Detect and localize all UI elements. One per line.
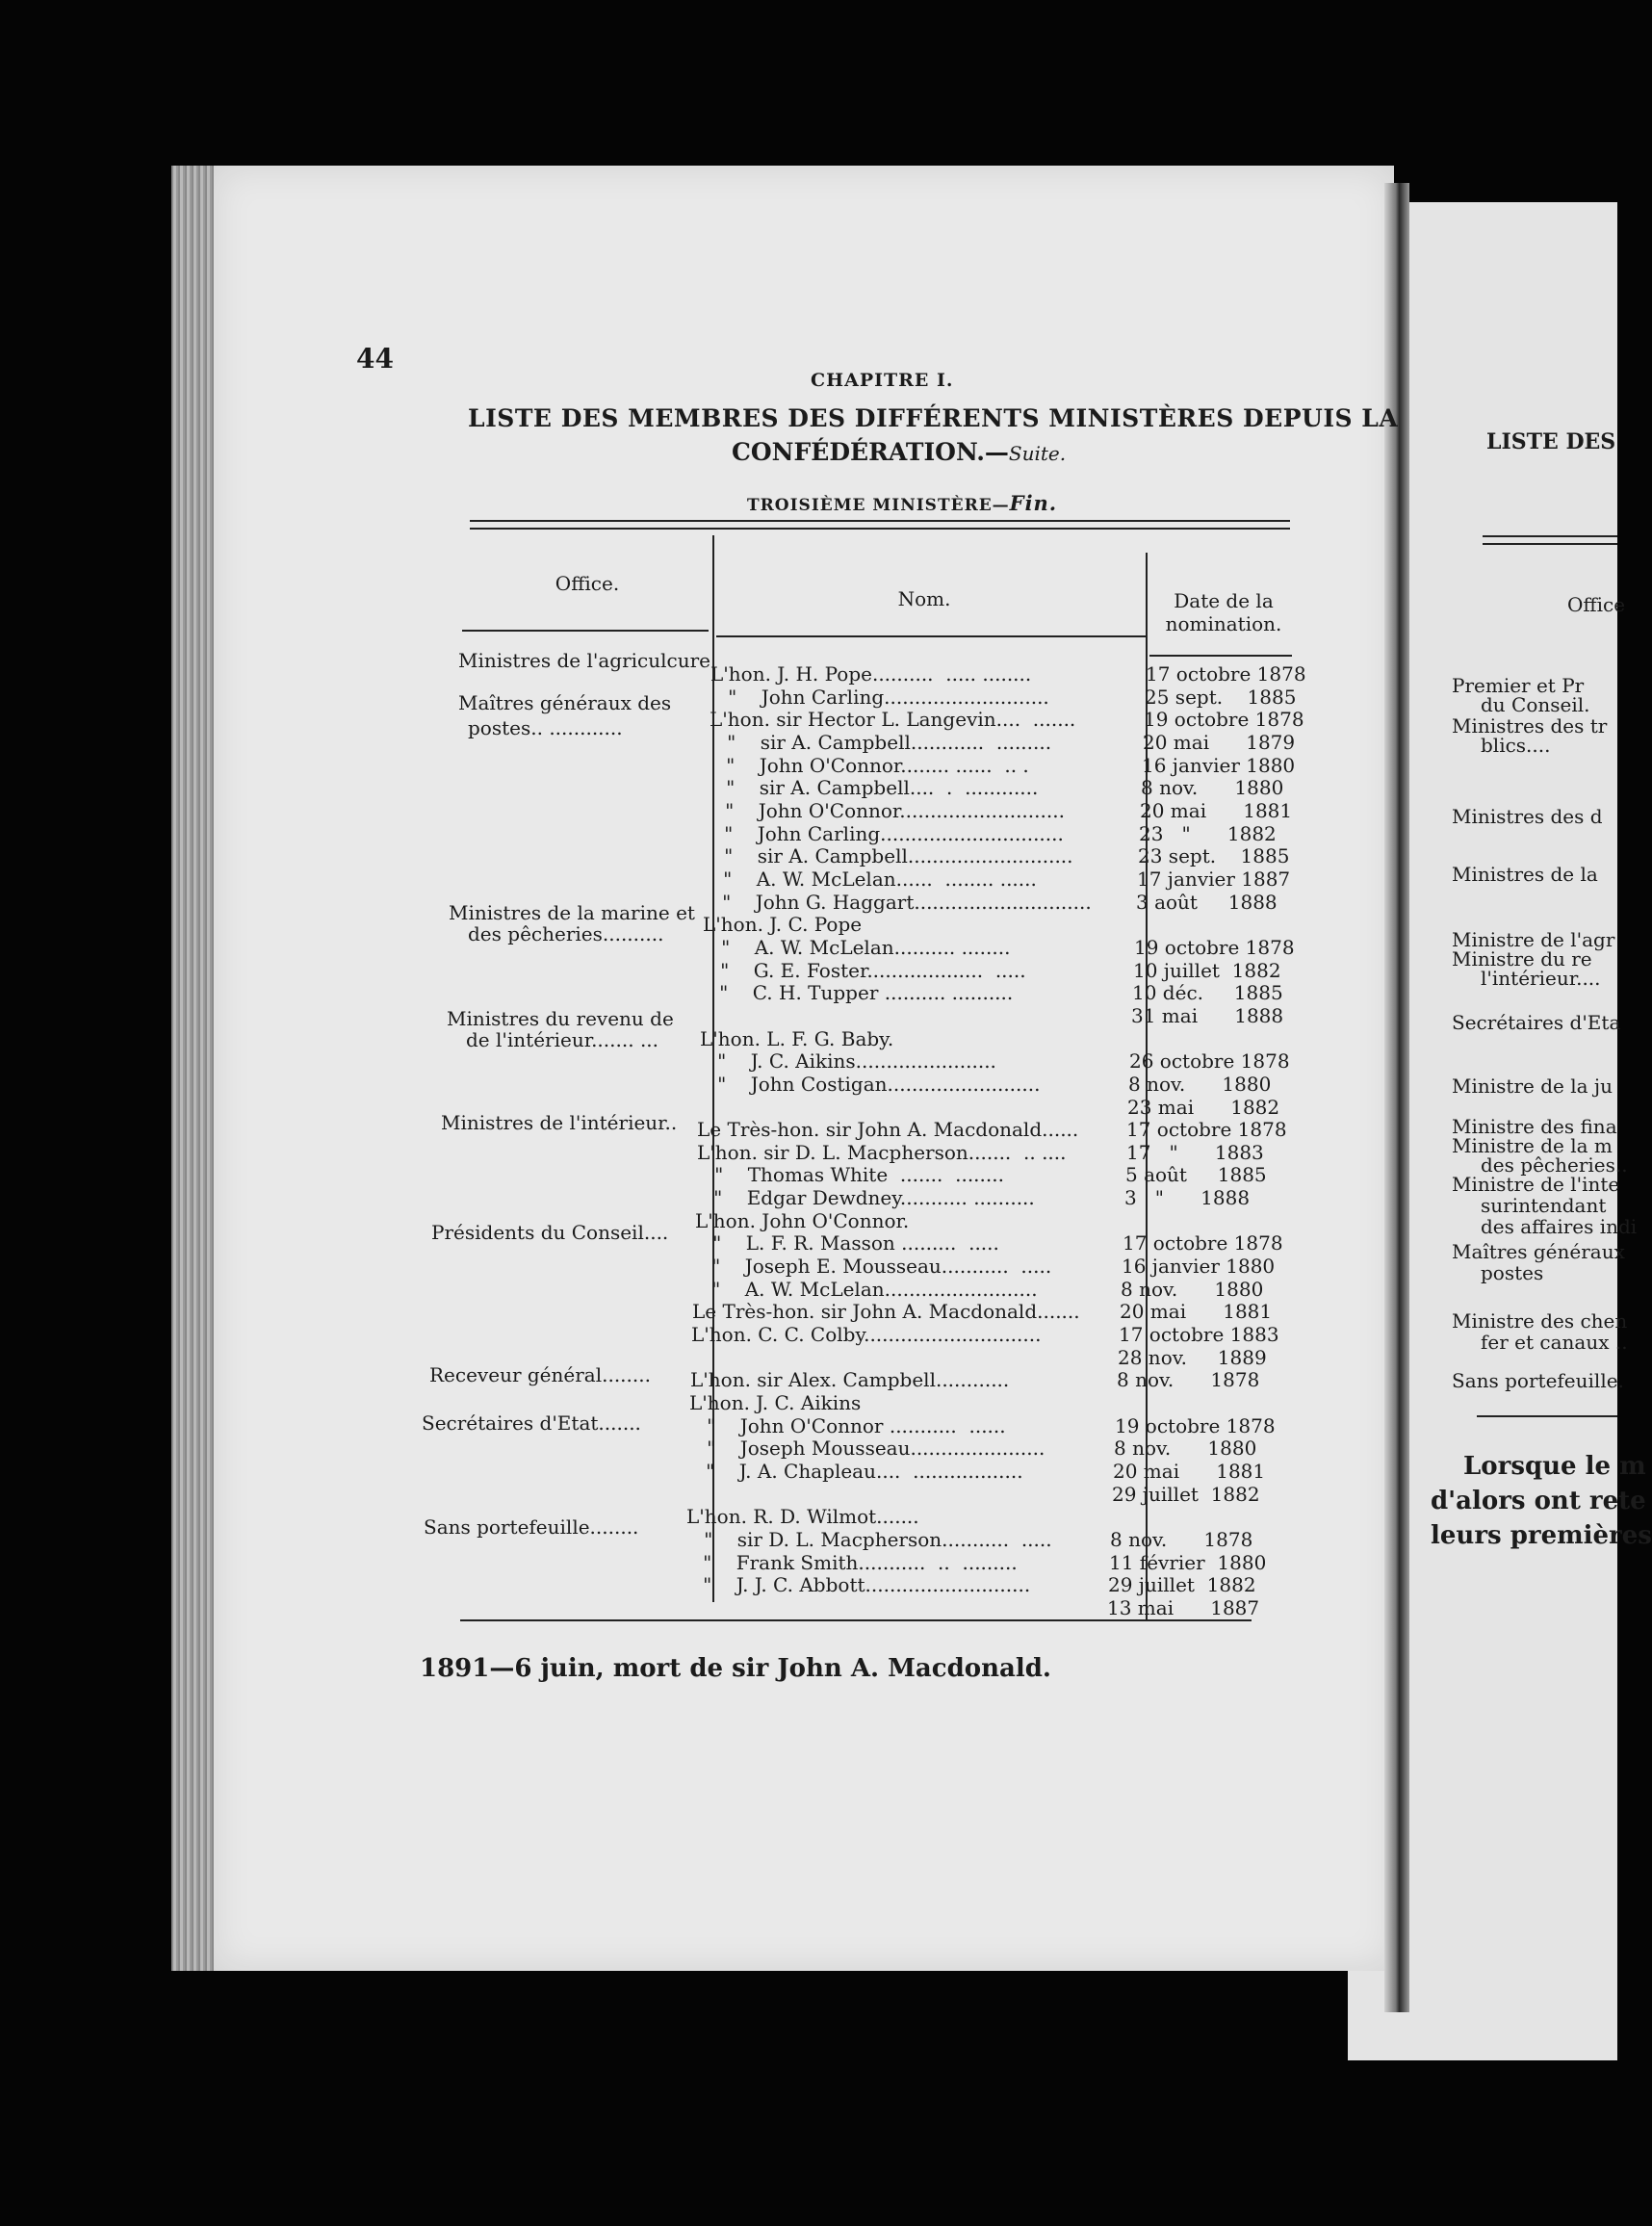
date-cell: 10 juillet 1882 [1133,959,1281,982]
title-suite: Suite. [1008,442,1067,465]
office-label: Présidents du Conseil.... [431,1221,669,1244]
facing-page-line: Ministre des chen [1452,1309,1628,1333]
nom-cell: " Joseph E. Mousseau........... ..... [693,1255,1052,1278]
nom-cell: " John O'Connor........ ...... .. . [708,754,1029,777]
date-cell: 8 nov. 1878 [1117,1368,1260,1391]
nom-cell: " John Carling........................... [710,686,1049,709]
nom-cell: L'hon. sir D. L. Macpherson....... .. .... [697,1141,1067,1164]
date-cell: 19 octobre 1878 [1144,708,1304,731]
facing-page-line: Ministre des fina [1452,1115,1617,1138]
date-cell: 8 nov. 1880 [1141,776,1284,799]
date-cell: 29 juillet 1882 [1108,1573,1256,1596]
date-cell: 17 " 1883 [1126,1141,1264,1164]
nom-cell: " John O'Connor........................... [707,799,1065,822]
nom-cell: " John O'Connor ........... ...... [688,1414,1006,1437]
nom-cell: L'hon. John O'Connor. [695,1209,910,1232]
facing-page-line: Ministres de la [1452,863,1598,886]
date-cell: 31 mai 1888 [1131,1004,1284,1027]
table-top-rule-2 [470,528,1290,530]
facing-page-line: surintendant [1481,1194,1607,1217]
office-label: Ministres du revenu de [447,1007,674,1030]
page-number: 44 [356,343,394,375]
facing-page-line: Premier et Pr [1452,674,1585,697]
date-cell: 13 mai 1887 [1107,1596,1260,1619]
facing-page-line: Secrétaires d'Eta [1452,1011,1621,1034]
date-cell: 8 nov. 1878 [1110,1528,1253,1551]
facing-page-bold-line: leurs premières [1431,1521,1652,1550]
date-cell: 17 octobre 1878 [1123,1231,1283,1255]
date-cell: 19 octobre 1878 [1134,936,1295,959]
date-cell: 20 mai 1881 [1140,799,1293,822]
date-cell: 8 nov. 1880 [1114,1437,1257,1460]
nom-cell: L'hon. J. C. Pope [703,913,863,936]
nom-cell: L'hon. J. H. Pope.......... ..... ........ [710,662,1032,686]
page-title-line2 [732,438,1066,466]
facing-page-line: l'intérieur.... [1481,967,1601,990]
nom-cell: " L. F. R. Masson ......... ..... [694,1231,999,1255]
facing-page-line: du Conseil. [1481,693,1590,716]
date-cell: 8 nov. 1880 [1128,1073,1272,1096]
facing-page-line: postes [1481,1261,1544,1284]
nom-cell: " G. E. Foster................... ..... [702,959,1026,982]
facing-page-line: des pêcheries.. [1481,1153,1628,1177]
nom-cell: " J. A. Chapleau.... .................. [687,1460,1023,1483]
date-cell: 17 octobre 1878 [1146,662,1306,686]
facing-page-title: LISTE DES [1486,429,1616,454]
table-bottom-rule [460,1619,1252,1621]
nom-cell: " sir A. Campbell.... . ............ [708,776,1039,799]
nom-cell: " Thomas White ....... ........ [696,1163,1004,1186]
title-text: CONFÉDÉRATION.— [732,438,1009,466]
nom-cell: L'hon. sir Hector L. Langevin.... ....... [710,708,1076,731]
facing-page-line: Ministre de la m [1452,1134,1613,1157]
date-header-line1: Date de la [1174,589,1274,612]
date-cell: 23 " 1882 [1139,822,1277,845]
ministry-subtitle [747,491,1057,515]
office-label: Receveur général........ [429,1363,651,1386]
header-rule-nom [716,635,1146,637]
facing-page-bottom-rule [1477,1415,1617,1417]
date-cell: 5 août 1885 [1125,1163,1267,1186]
facing-page-bold-line: Lorsque le m [1463,1452,1646,1481]
date-cell: 25 sept. 1885 [1145,686,1297,709]
date-cell: 20 mai 1879 [1143,731,1296,754]
facing-page-line: des affaires indi [1481,1215,1638,1238]
facing-page-line: Ministres des d [1452,805,1603,828]
date-cell: 20 mai 1881 [1113,1460,1266,1483]
office-label: Ministres de l'agriculcure [458,649,711,672]
book-gutter [1384,183,1409,2012]
nom-cell: " Frank Smith........... .. ......... [684,1551,1018,1574]
nom-cell: " A. W. McLelan...... ........ ...... [705,867,1037,891]
facing-page-line: Maîtres généraux [1452,1240,1625,1263]
office-label: des pêcheries.......... [468,922,664,945]
nom-cell: " sir D. L. Macpherson........... ..... [685,1528,1052,1551]
office-label: Ministres de la marine et [449,901,695,924]
facing-page-line: Ministres des tr [1452,714,1608,738]
facing-page-line: Ministre du re [1452,947,1592,971]
nom-cell: " John G. Haggart............................. [704,891,1092,914]
facing-page-line: Ministre de la ju [1452,1074,1613,1098]
date-cell: 19 octobre 1878 [1115,1414,1276,1437]
date-cell: 11 février 1880 [1109,1551,1267,1574]
facing-page-line: blics.... [1481,734,1551,757]
nom-cell: L'hon. J. C. Aikins [689,1391,862,1414]
date-header-line2: nomination. [1165,612,1282,635]
nom-cell: " sir A. Campbell........................... [706,844,1073,867]
office-label: Maîtres généraux des [458,691,672,714]
date-cell: 20 mai 1881 [1120,1300,1273,1323]
column-header-nom: Nom. [897,587,951,610]
date-cell: 3 " 1888 [1124,1186,1251,1209]
office-label: Secrétaires d'Etat....... [422,1411,641,1435]
date-cell: 3 août 1888 [1136,891,1278,914]
nom-cell: L'hon. R. D. Wilmot....... [686,1505,919,1528]
date-cell: 17 octobre 1878 [1126,1118,1287,1141]
nom-cell: L'hon. sir Alex. Campbell............ [690,1368,1010,1391]
column-header-date [1151,589,1296,635]
nom-cell: " J. J. C. Abbott........................... [684,1573,1031,1596]
facing-page-line: Ministre de l'inte [1452,1173,1620,1196]
date-cell: 23 mai 1882 [1127,1096,1280,1119]
nom-cell: " John Costigan......................... [699,1073,1041,1096]
page-title-line1: LISTE DES MEMBRES DES DIFFÉRENTS MINISTÈRES DEPUIS LA [468,404,1399,432]
nom-cell: " C. H. Tupper .......... .......... [701,981,1014,1004]
nom-cell: " A. W. McLelan.......... ........ [703,936,1011,959]
office-label: postes.. ............ [468,716,623,739]
date-cell: 28 nov. 1889 [1118,1346,1267,1369]
header-rule-office [462,630,709,632]
column-header-office: Office. [555,572,620,595]
facing-page-line: fer et canaux .. [1481,1331,1628,1354]
date-cell: 29 juillet 1882 [1112,1483,1260,1506]
date-cell: 16 janvier 1880 [1142,754,1296,777]
nom-cell: " Joseph Mousseau...................... [688,1437,1045,1460]
book-page-edge [171,166,216,1971]
date-cell: 10 déc. 1885 [1132,981,1283,1004]
nom-cell: " A. W. McLelan......................... [693,1278,1038,1301]
office-label: Ministres de l'intérieur.. [441,1111,678,1134]
nom-cell: " J. C. Aikins....................... [699,1049,996,1073]
nom-cell: " Edgar Dewdney........... .......... [695,1186,1035,1209]
date-cell: 17 octobre 1883 [1119,1323,1279,1346]
footer-note: 1891—6 juin, mort de sir John A. Macdonald. [420,1654,1051,1683]
subtitle-fin: Fin. [1009,491,1058,515]
facing-page-line: Sans portefeuille. [1452,1369,1624,1392]
nom-cell: " John Carling.............................. [706,822,1064,845]
chapter-heading: CHAPITRE I. [811,370,954,391]
date-cell: 23 sept. 1885 [1138,844,1290,867]
office-label: de l'intérieur....... ... [466,1028,659,1051]
date-cell: 8 nov. 1880 [1121,1278,1264,1301]
nom-cell: " sir A. Campbell............ ......... [709,731,1052,754]
office-label: Sans portefeuille........ [424,1515,639,1539]
subtitle-text: TROISIÈME MINISTÈRE— [747,496,1010,515]
nom-cell: L'hon. C. C. Colby............................. [691,1323,1042,1346]
table-top-rule [470,520,1290,522]
nom-cell: Le Très-hon. sir John A. Macdonald...... [697,1118,1079,1141]
facing-page-office-head: Office [1567,593,1626,616]
header-rule-date [1149,655,1292,657]
facing-page-line: Ministre de l'agr [1452,928,1615,951]
facing-page-bold-line: d'alors ont rete [1431,1487,1646,1515]
date-cell: 16 janvier 1880 [1122,1255,1276,1278]
date-cell: 26 octobre 1878 [1129,1049,1290,1073]
nom-cell: Le Très-hon. sir John A. Macdonald....... [692,1300,1080,1323]
date-cell: 17 janvier 1887 [1137,867,1291,891]
nom-cell: L'hon. L. F. G. Baby. [700,1027,894,1050]
facing-page-rule-2 [1483,543,1617,545]
facing-page-rule [1483,535,1617,537]
